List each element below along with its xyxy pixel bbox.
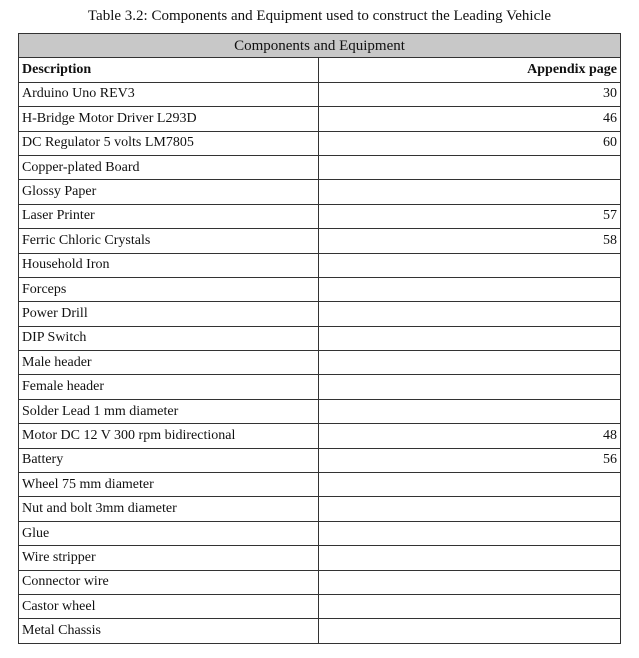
table-row [19,473,621,497]
table-row [19,107,621,131]
table-row [19,448,621,472]
appendix-page-cell: 48 [319,424,621,448]
appendix-page-cell [319,594,621,618]
description-cell: Arduino Uno REV3 [19,82,319,106]
column-header-row [19,58,621,82]
table-row [19,570,621,594]
description-cell: Power Drill [19,302,319,326]
description-cell: Wire stripper [19,546,319,570]
table-row [19,204,621,228]
table-row [19,424,621,448]
appendix-page-cell [319,497,621,521]
table-row [19,497,621,521]
group-header-row [19,34,621,58]
table-row [19,131,621,155]
table-row [19,180,621,204]
description-cell: Copper-plated Board [19,155,319,179]
table-row [19,302,621,326]
description-cell: Battery [19,448,319,472]
description-cell: Castor wheel [19,594,319,618]
appendix-page-cell [319,619,621,643]
description-cell: DIP Switch [19,326,319,350]
column-header-appendix-page: Appendix page [319,58,621,82]
description-cell: DC Regulator 5 volts LM7805 [19,131,319,155]
components-table [18,33,621,644]
appendix-page-cell: 58 [319,229,621,253]
table-row [19,277,621,301]
description-cell: Glossy Paper [19,180,319,204]
table-row [19,351,621,375]
table-row [19,229,621,253]
group-header: Components and Equipment [19,34,621,58]
table-row [19,375,621,399]
description-cell: Ferric Chloric Crystals [19,229,319,253]
appendix-page-cell [319,399,621,423]
table-row [19,521,621,545]
appendix-page-cell: 57 [319,204,621,228]
table-row [19,253,621,277]
description-cell: Glue [19,521,319,545]
appendix-page-cell [319,277,621,301]
appendix-page-cell [319,155,621,179]
table-row [19,155,621,179]
appendix-page-cell: 56 [319,448,621,472]
appendix-page-cell [319,253,621,277]
description-cell: Household Iron [19,253,319,277]
column-header-description: Description [19,58,319,82]
appendix-page-cell [319,521,621,545]
description-cell: Nut and bolt 3mm diameter [19,497,319,521]
description-cell: Connector wire [19,570,319,594]
appendix-page-cell: 60 [319,131,621,155]
appendix-page-cell: 30 [319,82,621,106]
description-cell: H-Bridge Motor Driver L293D [19,107,319,131]
description-cell: Motor DC 12 V 300 rpm bidirectional [19,424,319,448]
appendix-page-cell [319,180,621,204]
description-cell: Male header [19,351,319,375]
appendix-page-cell [319,326,621,350]
appendix-page-cell [319,473,621,497]
description-cell: Female header [19,375,319,399]
table-row [19,82,621,106]
appendix-page-cell [319,375,621,399]
description-cell: Forceps [19,277,319,301]
table-row [19,326,621,350]
description-cell: Metal Chassis [19,619,319,643]
appendix-page-cell: 46 [319,107,621,131]
appendix-page-cell [319,351,621,375]
description-cell: Laser Printer [19,204,319,228]
description-cell: Solder Lead 1 mm diameter [19,399,319,423]
table-row [19,594,621,618]
table-caption: Table 3.2: Components and Equipment used to construct the Leading Vehicle [87,8,552,24]
table-row [19,619,621,643]
appendix-page-cell [319,546,621,570]
appendix-page-cell [319,570,621,594]
description-cell: Wheel 75 mm diameter [19,473,319,497]
table-row [19,546,621,570]
table-row [19,399,621,423]
appendix-page-cell [319,302,621,326]
